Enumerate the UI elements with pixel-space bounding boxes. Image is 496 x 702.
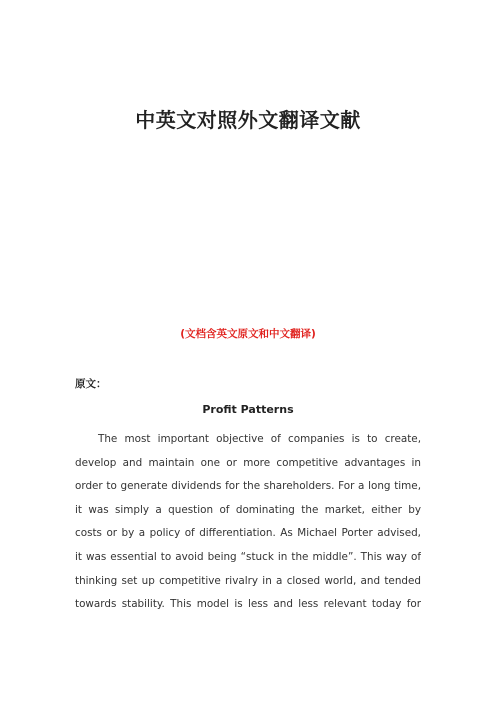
article-body (75, 428, 421, 617)
article-title: Profit Patterns (202, 403, 294, 416)
body-line: towards stability. This model is less and less relevant today for (75, 598, 421, 611)
body-line: develop and maintain one or more competitive advantages in (75, 456, 421, 469)
body-line: The most important objective of companies is to create, (98, 433, 421, 445)
body-line: order to generate dividends for the shareholders. For a long time, (75, 480, 421, 493)
body-line: costs or by a policy of differentiation. As Michael Porter advised, (75, 527, 421, 540)
document-subtitle: (文档含英文原文和中文翻译) (180, 328, 316, 340)
body-line: thinking set up competitive rivalry in a closed world, and tended (75, 574, 421, 587)
body-line: it was simply a question of dominating the market, either by (75, 503, 421, 516)
document-title: 中英文对照外文翻译文献 (135, 108, 361, 132)
section-label-original: 原文： (75, 378, 107, 390)
body-line: it was essential to avoid being “stuck in the middle”. This way of (75, 550, 421, 563)
